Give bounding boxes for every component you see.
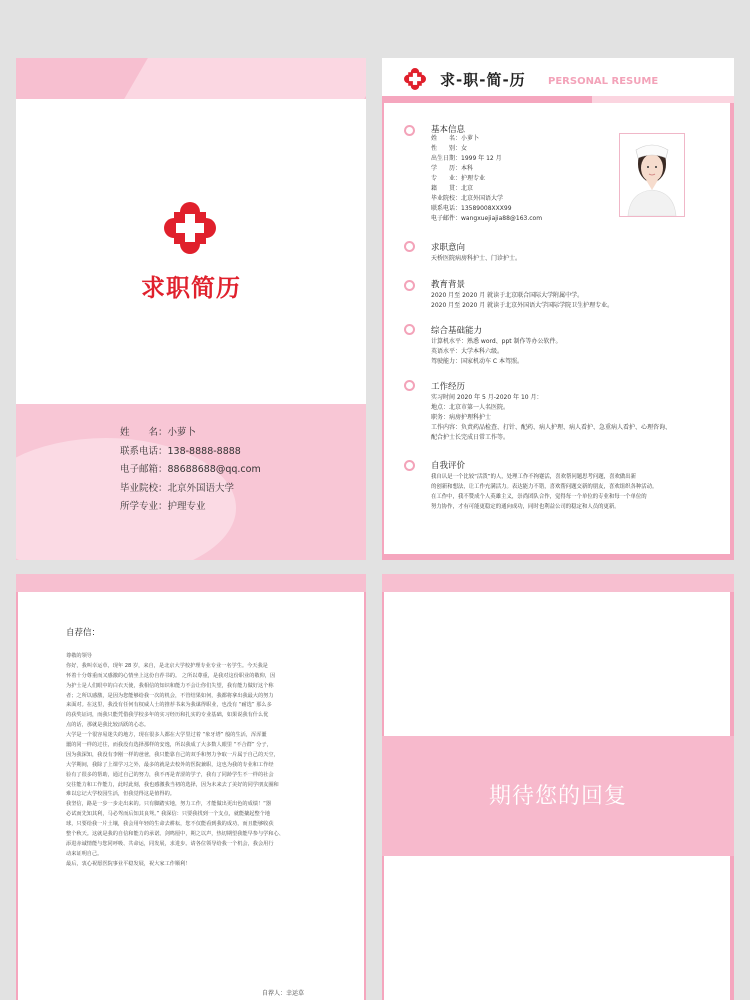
- closing-text: 期待您的回复: [488, 784, 627, 809]
- section-lines-self: [431, 472, 716, 512]
- work-line: 地点：北京市第一人名医院。: [431, 404, 510, 411]
- medical-cross-icon: [164, 202, 216, 254]
- section-title-self: 自我评价: [431, 461, 466, 471]
- skills-line: 驾驶能力：国家机动车 C 本驾照。: [431, 358, 524, 365]
- intention-line: 天桥医院病房科护士、门诊护士。: [431, 255, 522, 262]
- cover-info: [120, 424, 261, 517]
- section-lines-intention: [431, 254, 716, 264]
- letter-line: 我坚信，路是一步一步走出来的。只有脚踏实地，努力工作，才能做出更出色的成绩！“器: [66, 801, 272, 808]
- letter-heading: 自荐信：: [66, 628, 101, 638]
- letter-line: 验有了很多的帮助，通过自己的努力，我不再是青涩的学子，我有了同龄学生不一样的社会: [66, 771, 274, 778]
- letter-line: 尊敬的领导: [66, 653, 92, 659]
- basic-line: 籍 贯：北京: [431, 185, 474, 192]
- letter-line: 怀着十分尊重而又感激的心情坐上这份自荐书的。 之所以尊重，是我对这份职业的敬仰，因: [66, 672, 276, 679]
- letter-signature: 自荐人：幸运草: [262, 990, 305, 997]
- work-line: 职务：病房护理科护士: [431, 414, 492, 421]
- cover-letter-page: [16, 574, 366, 1000]
- right-border: [730, 103, 734, 560]
- closing-page: [382, 574, 734, 1000]
- left-border: [382, 103, 384, 560]
- self-line: 我自认是一个比较“活泼”的人，处理工作不拘蹇活，喜欢帮问题思考问题，喜欢做出新: [431, 474, 637, 480]
- bottom-border: [382, 554, 734, 560]
- basic-line: 电子邮件：wangxuejiajia88@163.com: [431, 215, 543, 222]
- basic-line: 姓 名：小萝卜: [431, 135, 480, 142]
- section-title-intention: 求职意向: [431, 243, 466, 253]
- section-title-basic: 基本信息: [431, 125, 466, 135]
- section-lines-skills: [431, 337, 716, 367]
- section-title-skills: 综合基础能力: [431, 326, 483, 336]
- nurse-portrait-icon: [620, 134, 684, 216]
- cover-info-school: 毕业院校：北京外国语大学: [120, 482, 235, 494]
- basic-line: 出生日期：1999 年 12 月: [431, 155, 502, 162]
- skills-line: 计算机水平：熟悉 word、ppt 制作等办公软件。: [431, 338, 562, 345]
- letter-line: 者；之所以感激，是因为您能够给我一次的机会，不管结果如何，我都将拿出我最大的努力: [66, 692, 274, 699]
- basic-line: 学 历：本科: [431, 165, 474, 172]
- letter-line: 大学期间，我除了上课学习之外，最多的就是去校外的医院兼职，这也为我的专业和工作经: [66, 761, 274, 768]
- letter-line: 为护士是人们眼中的白衣天使，我相信的知识和能力不会让你们失望，我有能力做好这个称: [66, 682, 274, 689]
- letter-line: 的获奖证词，而我只能凭借我学校多年的实习经历和扎实的专业基础，如果说我有什么优: [66, 712, 269, 719]
- letter-line: 你好，我叫幸运草，现年 28 岁，来自，是北京大学校护理专业专业一名学生。今天我是: [66, 662, 268, 669]
- section-lines-education: [431, 291, 716, 311]
- letter-line: 整个秋天。这就是我的自信和能力的承诺。剑鸣厘中，期之以声，热切期望我能早参与学和心、: [66, 831, 284, 838]
- resume-title-en: PERSONAL RESUME: [548, 76, 659, 87]
- work-line: 实习时间 2020 年 5 月-2020 年 10 月：: [431, 394, 543, 401]
- basic-line: 联系电话：13589008XXX99: [431, 205, 512, 212]
- medical-cross-icon: [404, 68, 426, 90]
- section-dot-icon: [404, 125, 415, 136]
- letter-line: 添进赤诚情能与您同呼吸、共命运，同发展，求进步。请各位领导给我一个机会，我会用行: [66, 840, 274, 847]
- self-line: 的创新和想法，让工作充满活力。表达能力不错，喜欢帮问题交新的朋友，喜欢组织各种活动。: [431, 484, 658, 490]
- letter-line: 因为我深知，我没有李刚一样的爸爸，我只能靠自己的双手和努力争取一片属于自己的天空，: [66, 751, 279, 758]
- section-dot-icon: [404, 324, 415, 335]
- self-line: 在工作中，我不赞成个人英雄主义，崇尚团队合作，觉得每一个单位的专业和每一个单位的: [431, 494, 647, 500]
- skills-line: 英语水平：大学本科六级。: [431, 348, 504, 355]
- cover-info-phone: 联系电话：138-8888-8888: [120, 445, 241, 457]
- section-dot-icon: [404, 280, 415, 291]
- letter-line: 交往能力和工作能力，此时此刻，我也感激我当初的选择，因为未来去了美好的同学朋友圈和: [66, 781, 279, 788]
- education-line: 2020 月至 2020 月 就读于北京联合国际大学附属中学。: [431, 292, 584, 299]
- cover-title: 求职简历: [141, 274, 241, 302]
- resume-page: [382, 58, 734, 560]
- cover-info-major: 所学专业：护理专业: [120, 501, 206, 512]
- letter-line: 噩的同一样的过往，而我没有选择那样的安逸，所以我成了大多数人眼里 “不合群” 分子，: [66, 742, 272, 749]
- cover-page: [16, 58, 366, 560]
- section-dot-icon: [404, 380, 415, 391]
- letter-line: 最后，衷心祝愿医院事业平稳发展，祝大家工作顺利！: [66, 860, 191, 867]
- section-dot-icon: [404, 460, 415, 471]
- section-dot-icon: [404, 241, 415, 252]
- work-line: 配合护士长完成日常工作等。: [431, 434, 510, 441]
- letter-line: 球，只要给我一片土壤，我会用年轻的生命去耕耘，您不仅能看到我的成功，而且能够收获: [66, 821, 274, 828]
- self-line: 努力协作，才有可能更稳定的通向成功，同时也利益公司的稳定和人员的更新。: [431, 504, 620, 510]
- letter-right-border: [364, 592, 366, 1000]
- section-title-education: 教育背景: [431, 280, 466, 290]
- cover-top-band-accent: [124, 58, 366, 99]
- basic-line: 性 别：女: [431, 145, 468, 152]
- letter-top-band: [16, 574, 366, 592]
- section-title-work: 工作经历: [431, 382, 466, 392]
- letter-body: [66, 652, 336, 870]
- closing-top-band: [382, 574, 734, 592]
- resume-title: 求-职-简-历: [440, 71, 526, 89]
- letter-line: 动来证明自己。: [66, 850, 103, 857]
- basic-line: 专 业：护理专业: [431, 175, 486, 182]
- letter-line: 难以忘记大学校园生活，但我觉得这是值得的。: [66, 791, 175, 798]
- letter-line: 来面对。在这里，我没有任何有权威人士的推荐书来为我谋得职业，也没有 “耐选” 那么多: [66, 702, 272, 709]
- letter-left-border: [16, 592, 18, 1000]
- basic-line: 毕业院校：北京外国语大学: [431, 195, 504, 202]
- work-line: 工作内容：负责药品检查、打针、配药、病人护理、病人看护、急重病人看护、心理咨询、: [431, 424, 672, 431]
- cover-info-email: 电子邮箱：88688688@qq.com: [120, 464, 261, 475]
- letter-line: 大学是一个很容易迷失的地方，现在很多人都在大学里过着 “象牙塔” 般的生活，浑浑噩: [66, 732, 267, 739]
- profile-photo: [619, 133, 685, 217]
- education-line: 2020 月至 2020 月 就读于北京外国语大学国际学院卫生护理专业。: [431, 302, 614, 309]
- letter-line: 点的话，那就是我比较活跃的心态。: [66, 722, 150, 729]
- header-divider-accent: [592, 96, 734, 103]
- section-lines-work: [431, 393, 716, 443]
- cover-info-name: 姓 名：小萝卜: [120, 427, 197, 438]
- letter-line: 必试而先知其利，马必驾而后知其良驽。” 我深信：只要我找到一个支点，就能撬起整个地: [66, 811, 271, 818]
